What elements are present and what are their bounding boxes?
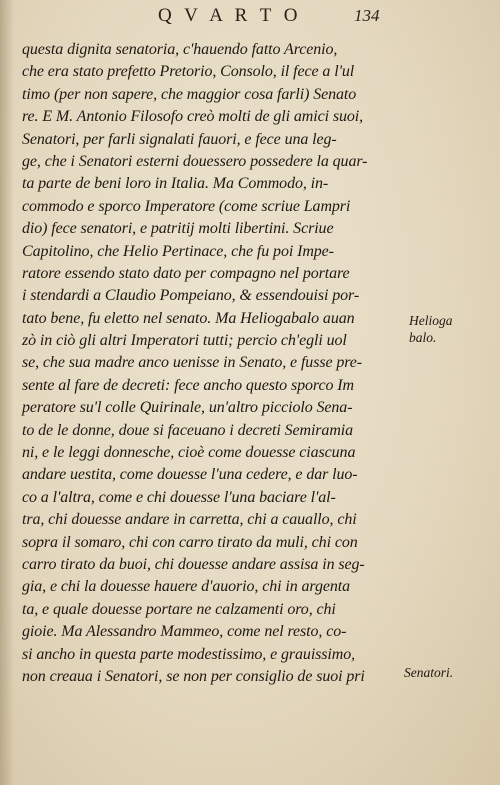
text-line: tra, chi douesse andare in carretta, chi a cauallo, chi	[22, 511, 357, 529]
text-line: ni, e le leggi donnesche, cioè come douesse ciascuna	[22, 444, 356, 462]
text-line: se, che sua madre anco uenisse in Senato, e fusse pre-	[22, 354, 363, 372]
margin-note-senatori	[404, 664, 453, 681]
body-text	[22, 39, 404, 688]
text-line: andare uestita, come douesse l'una cedere, e dar luo-	[22, 466, 358, 484]
page-number: 134	[354, 6, 380, 25]
text-line: questa dignita senatoria, c'hauendo fatto Arcenio,	[22, 41, 338, 58]
text-line: tato bene, fu eletto nel senato. Ma Heliogabalo auan	[22, 309, 355, 327]
text-line: zò in ciò gli altri Imperatori tutti; percio ch'egli uol	[22, 332, 347, 350]
text-line: ta parte de beni loro in Italia. Ma Commodo, in-	[22, 175, 329, 193]
text-line: to de le donne, doue si faceuano i decreti Semiramia	[22, 421, 354, 439]
text-line: co a l'altra, come e chi douesse l'una baciare l'al-	[22, 488, 336, 506]
text-line: non creaua i Senatori, se non per consiglio de suoi pri	[22, 667, 365, 685]
margin-note-heliogabalo-text: Helioga balo.	[409, 313, 453, 345]
running-title: Q V A R T O	[158, 5, 302, 26]
running-head	[0, 5, 500, 29]
text-line: Senatori, per farli signalati fauori, e fece una leg-	[22, 130, 337, 148]
text-line: dio) fece senatori, e patritij molti libertini. Scriue	[22, 220, 334, 238]
text-line: sopra il somaro, chi con carro tirato da muli, chi con	[22, 533, 358, 551]
text-line: commodo e sporco Imperatore (come scriue Lampri	[22, 197, 351, 215]
text-line: ratore essendo stato dato per compagno nel portare	[22, 264, 350, 282]
text-line: ta, e quale douesse portare ne calzamenti oro, chi	[22, 600, 336, 618]
text-line: che era stato prefetto Pretorio, Consolo, il fece a l'ul	[22, 63, 355, 81]
margin-note-heliogabalo	[409, 312, 453, 346]
page-gutter-shadow	[0, 0, 14, 785]
text-line: re. E M. Antonio Filosofo creò molti de gli amici suoi,	[22, 108, 363, 126]
text-line: ge, che i Senatori esterni douessero possedere la quar-	[22, 152, 368, 170]
text-line: gioie. Ma Alessandro Mammeo, come nel resto, co-	[22, 623, 347, 641]
text-line: sente al fare de decreti: fece ancho questo sporco Im	[22, 376, 354, 394]
text-line: i stendardi a Claudio Pompeiano, & essendouisi por-	[22, 287, 360, 305]
text-line: carro tirato da buoi, chi douesse andare assisa in seg-	[22, 555, 365, 573]
text-line: si ancho in questa parte modestissimo, e grauissimo,	[22, 645, 356, 663]
margin-note-senatori-text: Senatori.	[404, 665, 454, 680]
text-line: Capitolino, che Helio Pertinace, che fu poi Impe-	[22, 242, 334, 260]
text-line: gia, e chi la douesse hauere d'auorio, chi in argenta	[22, 578, 350, 596]
text-line: peratore su'l colle Quirinale, un'altro picciolo Sena-	[22, 399, 353, 417]
text-line: timo (per non sapere, che maggior cosa farli) Senato	[22, 85, 357, 103]
